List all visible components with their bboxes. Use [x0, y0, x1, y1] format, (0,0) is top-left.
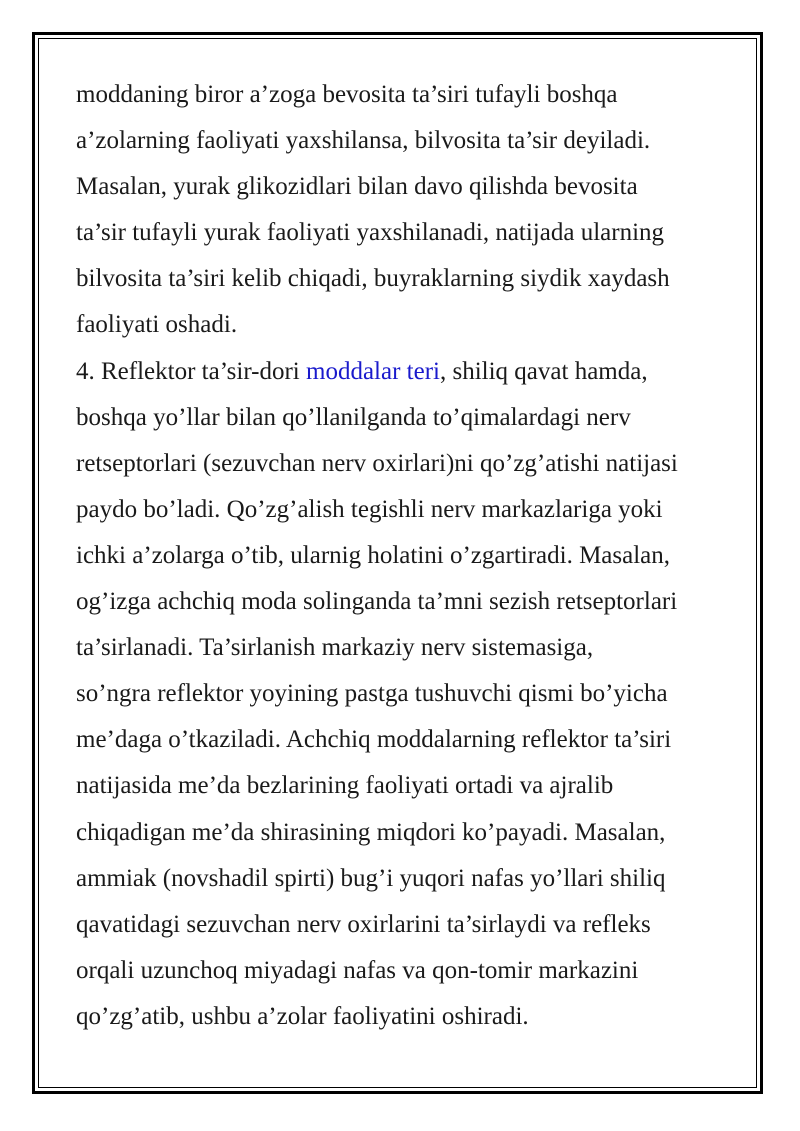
- text-line-15: me’daga o’tkaziladi. Achchiq moddalarning reflektor ta’siri: [76, 726, 672, 754]
- item-4-lead-text: 4. Reflektor ta’sir-dori: [76, 357, 306, 385]
- text-line-18: ammiak (novshadil spirti) bug’i yuqori nafas yo’llari shiliq: [76, 864, 666, 892]
- text-line-21: qo’zg’atib, ushbu a’zolar faoliyatini oshiradi.: [76, 1002, 529, 1030]
- item-4-trailing-text: , shiliq qavat hamda,: [439, 357, 648, 385]
- item-4-first-line: [76, 349, 736, 395]
- text-line-20: orqali uzunchoq miyadagi nafas va qon-tomir markazini: [76, 956, 639, 984]
- text-line-19: qavatidagi sezuvchan nerv oxirlarini ta’sirlaydi va refleks: [76, 910, 651, 938]
- text-line-8: boshqa yo’llar bilan qo’llanilganda to’qimalardagi nerv: [76, 403, 631, 431]
- document-body: [76, 72, 736, 1040]
- text-line-13: ta’sirlanadi. Ta’sirlanish markaziy nerv sistemasiga,: [76, 634, 594, 662]
- text-line-6: faoliyati oshadi.: [76, 311, 238, 339]
- text-line-9: retseptorlari (sezuvchan nerv oxirlari)ni qo’zg’atishi natijasi: [76, 449, 678, 477]
- text-line-4: ta’sir tufayli yurak faoliyati yaxshilanadi, natijada ularning: [76, 219, 665, 247]
- text-line-3: Masalan, yurak glikozidlari bilan davo qilishda bevosita: [76, 173, 638, 201]
- text-line-2: a’zolarning faoliyati yaxshilansa, bilvosita ta’sir deyiladi.: [76, 127, 651, 155]
- text-line-10: paydo bo’ladi. Qo’zg’alish tegishli nerv markazlariga yoki: [76, 495, 663, 523]
- text-line-16: natijasida me’da bezlarining faoliyati ortadi va ajralib: [76, 772, 614, 800]
- text-line-1: moddaning biror a’zoga bevosita ta’siri tufayli boshqa: [76, 81, 618, 108]
- text-line-11: ichki a’zolarga o’tib, ularnig holatini o’zgartiradi. Masalan,: [76, 541, 671, 569]
- text-line-17: chiqadigan me’da shirasining miqdori ko’payadi. Masalan,: [76, 818, 666, 846]
- moddalar-teri-link[interactable]: moddalar teri: [306, 357, 440, 385]
- text-line-14: so’ngra reflektor yoyining pastga tushuvchi qismi bo’yicha: [76, 680, 668, 708]
- text-line-12: og’izga achchiq moda solinganda ta’mni sezish retseptorlari: [76, 588, 678, 616]
- text-line-5: bilvosita ta’siri kelib chiqadi, buyraklarning siydik xaydash: [76, 265, 670, 293]
